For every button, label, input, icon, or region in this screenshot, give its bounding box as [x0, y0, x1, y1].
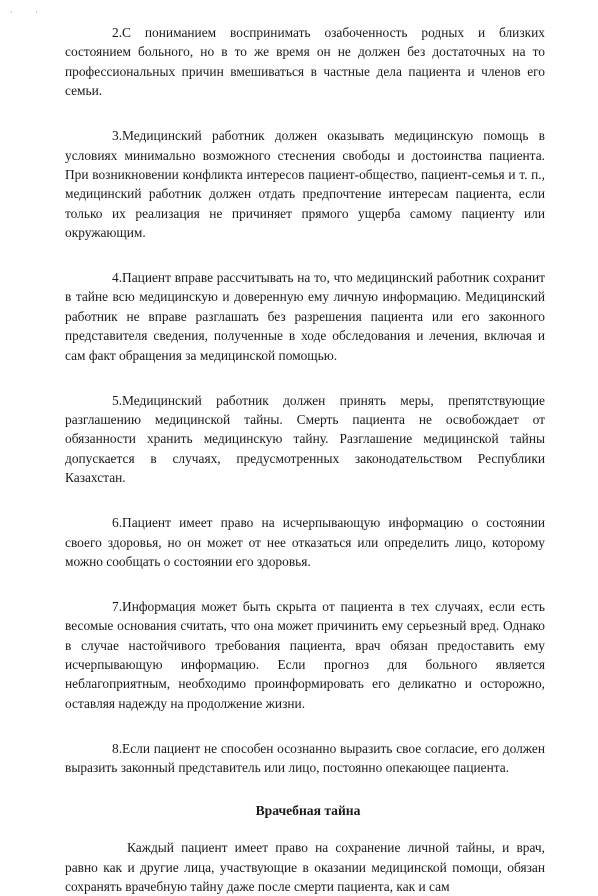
paragraph-4: 4.Пациент вправе рассчитывать на то, что медицинский работник сохранит в тайне всю медицинскую и доверенную ему личную информацию. Медицинский работник не вправе разглашать без разрешения пациента или его законного представителя сведения, полученные в ходе обследования и лечения, включая и сам факт обращения за медицинской помощью.	[65, 270, 545, 363]
paragraph-8: 8.Если пациент не способен осознанно выразить свое согласие, его должен выразить законный представитель или лицо, постоянно опекающее пациента.	[65, 740, 545, 776]
section-heading: Врачебная тайна	[255, 803, 361, 819]
paragraph-3: 3.Медицинский работник должен оказывать медицинскую помощь в условиях минимально возможного стеснения свободы и достоинства пациента. При возникновении конфликта интересов пациент-общество, пациент-семья и т. п., медицинский работник должен отдать предпочтение интересам пациента, если только их реализация не причиняет прямого ущерба самому пациенту или окружающим.	[65, 128, 545, 241]
paragraph-2: 2.С пониманием воспринимать озабоченность родных и близких состоянием больного, но в то же время он не должен без достаточных на то профессиональных причин вмешиваться в частные дела пациента и членов его семьи.	[65, 25, 545, 99]
document-body	[65, 23, 545, 896]
scan-marks: · ·	[10, 8, 48, 17]
paragraph-5: 5.Медицинский работник должен принять меры, препятствующие разглашению медицинской тайны. Смерть пациента не освобождает от обязанности хранить медицинскую тайну. Разглашение медицинской тайны допускается в случаях, предусмотренных законодательством Республики Казахстан.	[65, 392, 545, 486]
paragraph-6: 6.Пациент имеет право на исчерпывающую информацию о состоянии своего здоровья, но он может от нее отказаться или определить лицо, которому можно сообщать о состоянии его здоровья.	[65, 515, 545, 569]
section-paragraph: Каждый пациент имеет право на сохранение личной тайны, и врач, равно как и другие лица, участвующие в оказании медицинской помощи, обязан сохранять врачебную тайну даже после смерти пациента, как и сам	[65, 840, 545, 894]
paragraph-7: 7.Информация может быть скрыта от пациента в тех случаях, если есть весомые основания считать, что она может причинить ему серьезный вред. Однако в случае настойчивого требования пациента, врач обязан предоставить ему исчерпывающую информацию. Если прогноз для больного является неблагоприятным, необходимо проинформировать его деликатно и осторожно, оставляя надежду на продолжение жизни.	[65, 598, 545, 711]
